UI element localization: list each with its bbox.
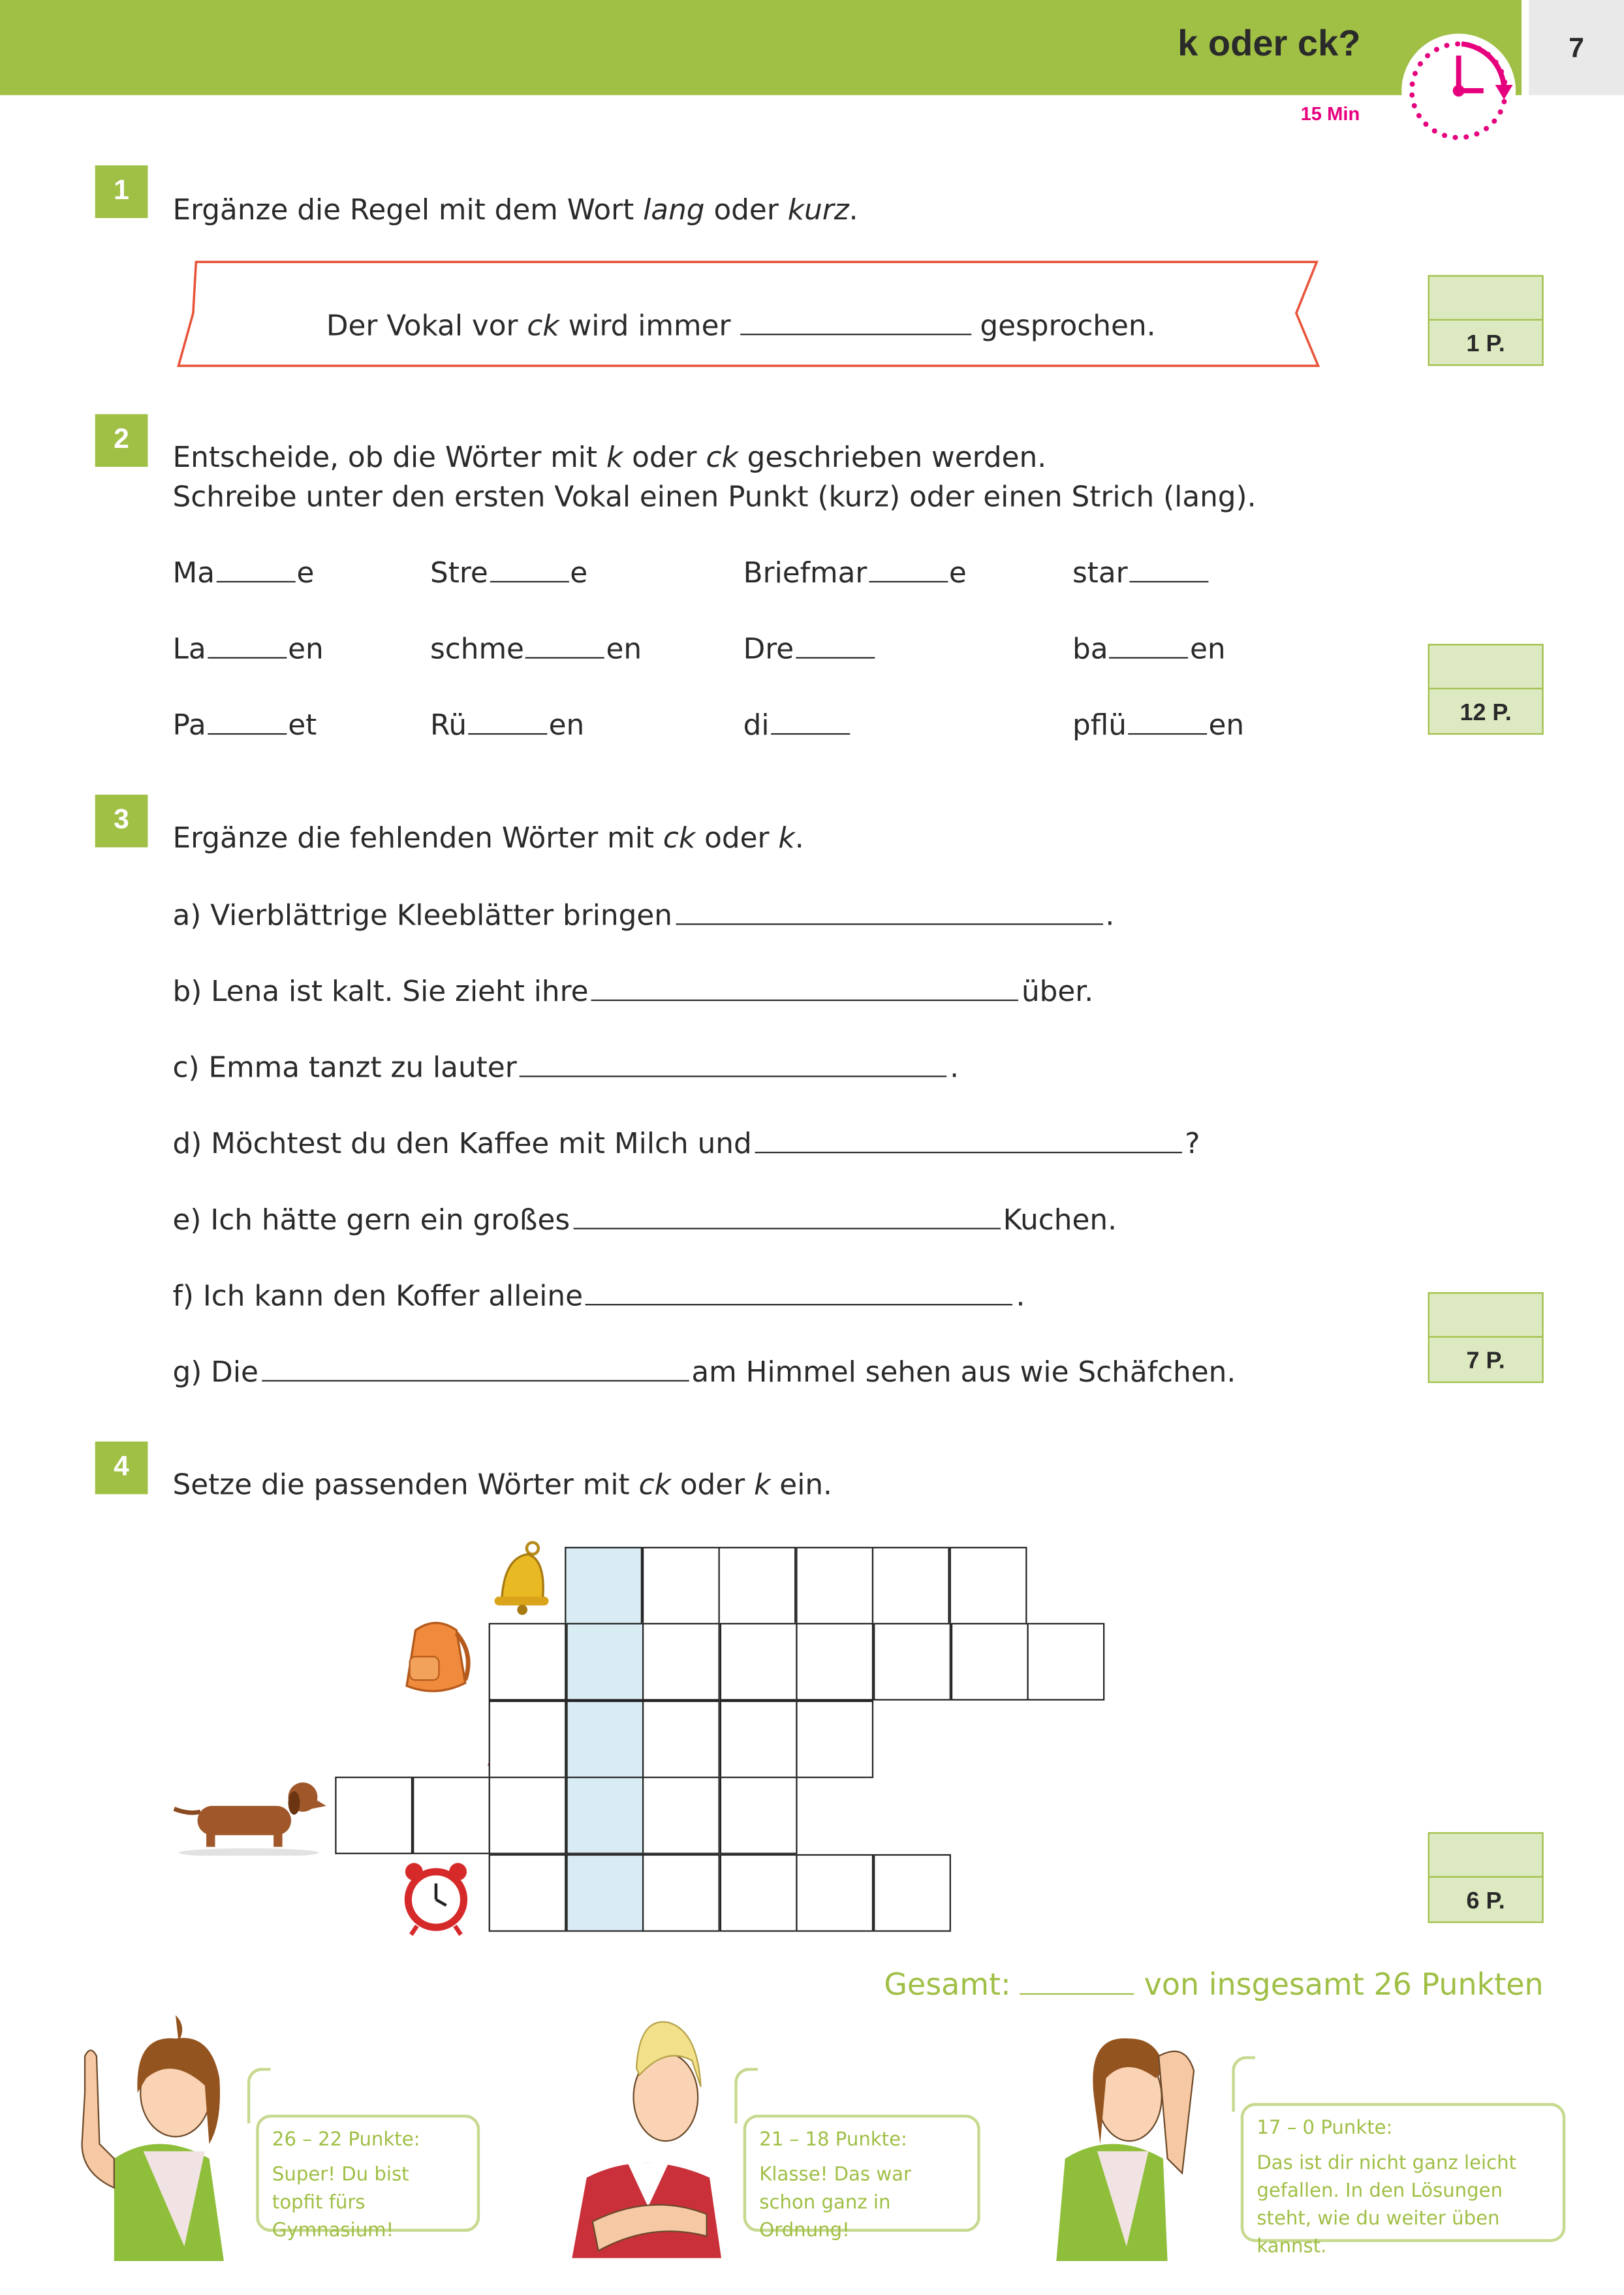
task-number-2: 2: [95, 414, 148, 467]
sentence-item: [172, 1278, 1025, 1313]
word-blank[interactable]: [1110, 631, 1189, 659]
sentence-prefix: c) Emma tanzt zu lauter: [172, 1051, 517, 1084]
word-suffix: et: [288, 708, 317, 742]
sentence-prefix: a) Vierblättrige Kleeblätter bringen: [172, 898, 672, 932]
crossword-cell[interactable]: [796, 1547, 873, 1624]
task4-instruction: Setze die passenden Wörter mit ck oder k ein.: [172, 1468, 832, 1502]
word-blank[interactable]: [869, 554, 948, 582]
crossword-cell[interactable]: [566, 1854, 644, 1932]
sentence-prefix: g) Die: [172, 1355, 258, 1389]
crossword-cell[interactable]: [642, 1854, 720, 1932]
task2-instruction-line1: Entscheide, ob die Wörter mit k oder ck geschrieben werden.: [172, 440, 1047, 475]
crossword-cell[interactable]: [642, 1547, 719, 1624]
crossword-cell[interactable]: [489, 1854, 567, 1932]
word-prefix: star: [1072, 556, 1128, 590]
sentence-item: [172, 1201, 1117, 1237]
word-item: [430, 707, 584, 742]
bubble-tail: [734, 2068, 758, 2123]
word-item: [1072, 631, 1226, 666]
page-title: k oder ck?: [1178, 23, 1361, 65]
word-suffix: en: [288, 632, 324, 666]
feedback-bubble: [743, 2115, 980, 2242]
crossword-cell[interactable]: [950, 1623, 1028, 1701]
word-item: [172, 631, 323, 666]
sentence-suffix: über.: [1021, 974, 1094, 1009]
total-score: Gesamt: von insgesamt 26 Punkten: [884, 1967, 1544, 2002]
word-prefix: Stre: [429, 556, 488, 590]
crossword-cell[interactable]: [489, 1777, 567, 1854]
feedback-range: 17 – 0 Punkte:: [1257, 2117, 1393, 2140]
crossword-cell[interactable]: [489, 1623, 567, 1701]
crossword-cell[interactable]: [566, 1701, 644, 1779]
crossword-cell[interactable]: [335, 1777, 413, 1854]
crossword-cell[interactable]: [719, 1547, 796, 1624]
crossword-cell[interactable]: [642, 1623, 720, 1701]
crossword-cell[interactable]: [1027, 1623, 1105, 1701]
word-suffix: en: [606, 632, 642, 666]
sentence-prefix: b) Lena ist kalt. Sie zieht ihre: [172, 974, 589, 1009]
rule-sentence: Der Vokal vor ck wird immer gesprochen.: [326, 308, 1156, 343]
crossword-cell[interactable]: [643, 1777, 721, 1854]
sentence-prefix: d) Möchtest du den Kaffee mit Milch und: [172, 1126, 752, 1161]
crossword-cell[interactable]: [873, 1623, 951, 1701]
sentence-prefix: f) Ich kann den Koffer alleine: [172, 1278, 583, 1313]
crossword-cell[interactable]: [489, 1701, 567, 1779]
sentence-item: [172, 1049, 959, 1084]
crossword-cell[interactable]: [565, 1547, 642, 1624]
sentence-blank[interactable]: [675, 897, 1102, 925]
word-suffix: e: [570, 556, 588, 590]
sentence-item: [172, 897, 1114, 932]
task-number-3: 3: [95, 795, 148, 847]
backpack-icon: [395, 1619, 475, 1698]
word-prefix: Dre: [743, 632, 794, 666]
dachshund-icon: [168, 1777, 330, 1856]
sentence-suffix: .: [950, 1051, 960, 1084]
word-prefix: pflü: [1072, 708, 1127, 742]
task-number-4: 4: [95, 1442, 148, 1495]
word-blank[interactable]: [216, 554, 295, 582]
page-number: 7: [1529, 0, 1624, 95]
bell-icon: [487, 1540, 548, 1616]
crossword-cell[interactable]: [796, 1701, 874, 1779]
word-blank[interactable]: [490, 554, 569, 582]
feedback-text: Super! Du bist topfit fürs Gymnasium!: [272, 2164, 409, 2242]
crossword-cell[interactable]: [873, 1547, 950, 1624]
word-suffix: en: [1208, 708, 1245, 742]
sentence-item: [172, 973, 1093, 1009]
sentence-suffix: Kuchen.: [1003, 1203, 1117, 1237]
sentence-blank[interactable]: [755, 1126, 1181, 1154]
girl-thumbs-up-illustration: [70, 2012, 253, 2261]
score-box-2: 12 P.: [1428, 644, 1544, 735]
word-prefix: di: [743, 708, 770, 742]
crossword-cell[interactable]: [796, 1623, 874, 1701]
crossword-cell[interactable]: [719, 1623, 797, 1701]
word-prefix: ba: [1072, 632, 1108, 666]
feedback-range: 21 – 18 Punkte:: [759, 2129, 907, 2151]
bubble-tail: [1232, 2056, 1255, 2112]
crossword-cell[interactable]: [566, 1623, 644, 1701]
boy-illustration: [563, 2017, 732, 2258]
score-box-3: 7 P.: [1428, 1292, 1544, 1383]
word-blank[interactable]: [208, 707, 287, 735]
sentence-suffix: .: [1105, 898, 1115, 932]
word-blank[interactable]: [795, 631, 874, 659]
task1-instruction: Ergänze die Regel mit dem Wort lang oder kurz.: [172, 193, 858, 227]
clock-icon: [1398, 32, 1520, 149]
word-item: [172, 707, 317, 742]
time-label: 15 Min: [1300, 102, 1360, 125]
task3-instruction: Ergänze die fehlenden Wörter mit ck oder k.: [172, 821, 804, 855]
word-item: [172, 554, 314, 590]
word-item: [1072, 707, 1244, 742]
sentence-suffix: ?: [1185, 1126, 1200, 1161]
girl-thinking-illustration: [1024, 2012, 1229, 2261]
alarm-clock-icon: [388, 1859, 484, 1938]
sentence-suffix: am Himmel sehen aus wie Schäfchen.: [691, 1355, 1236, 1389]
word-item: [430, 554, 587, 590]
crossword-cell[interactable]: [719, 1854, 797, 1932]
sentence-blank[interactable]: [573, 1201, 1000, 1229]
feedback-text: Das ist dir nicht ganz leicht gefallen. In den Lösungen steht, wie du weiter üben kannst.: [1257, 2153, 1517, 2258]
sentence-item: [172, 1126, 1200, 1161]
feedback-range: 26 – 22 Punkte:: [272, 2129, 420, 2151]
crossword-cell[interactable]: [412, 1777, 490, 1854]
sentence-blank[interactable]: [261, 1353, 688, 1382]
crossword-cell[interactable]: [642, 1701, 720, 1779]
word-blank[interactable]: [1128, 707, 1207, 735]
word-prefix: schme: [429, 632, 524, 666]
word-blank[interactable]: [468, 707, 547, 735]
word-item: [743, 707, 851, 742]
feedback-bubble: [1241, 2103, 1566, 2258]
word-blank[interactable]: [208, 631, 287, 659]
word-blank[interactable]: [1129, 554, 1208, 582]
word-prefix: Ma: [172, 556, 215, 590]
score-box-1: 1 P.: [1428, 275, 1544, 366]
rule-blank[interactable]: [740, 308, 971, 336]
score-box-4: 6 P.: [1428, 1832, 1544, 1923]
word-item: [743, 554, 967, 590]
word-item: [1072, 554, 1210, 590]
word-blank[interactable]: [525, 631, 604, 659]
word-prefix: Pa: [172, 708, 206, 742]
crossword-cell[interactable]: [720, 1777, 798, 1854]
crossword-cell[interactable]: [873, 1854, 951, 1932]
word-item: [743, 631, 876, 666]
word-suffix: en: [1189, 632, 1226, 666]
feedback-text: Klasse! Das war schon ganz in Ordnung!: [759, 2164, 912, 2242]
sentence-suffix: .: [1016, 1278, 1025, 1313]
task2-instruction-line2: Schreibe unter den ersten Vokal einen Punkt (kurz) oder einen Strich (lang).: [172, 480, 1257, 514]
word-suffix: e: [948, 556, 967, 590]
crossword-cell[interactable]: [796, 1854, 874, 1932]
sentence-blank[interactable]: [520, 1049, 946, 1077]
sentence-blank[interactable]: [591, 973, 1018, 1002]
task-number-1: 1: [95, 165, 148, 218]
sentence-blank[interactable]: [586, 1278, 1012, 1306]
total-blank[interactable]: [1020, 1967, 1134, 1995]
word-suffix: en: [548, 708, 585, 742]
word-prefix: Rü: [429, 708, 467, 742]
crossword-cell[interactable]: [950, 1547, 1027, 1624]
word-suffix: e: [296, 556, 315, 590]
feedback-bubble: [256, 2115, 480, 2242]
crossword-cell[interactable]: [719, 1701, 797, 1779]
word-blank[interactable]: [771, 707, 850, 735]
crossword-cell[interactable]: [566, 1777, 644, 1854]
word-prefix: La: [172, 632, 206, 666]
word-item: [430, 631, 642, 666]
bubble-tail: [247, 2068, 271, 2123]
word-prefix: Briefmar: [743, 556, 867, 590]
sentence-item: [172, 1353, 1236, 1389]
sentence-prefix: e) Ich hätte gern ein großes: [172, 1203, 570, 1237]
